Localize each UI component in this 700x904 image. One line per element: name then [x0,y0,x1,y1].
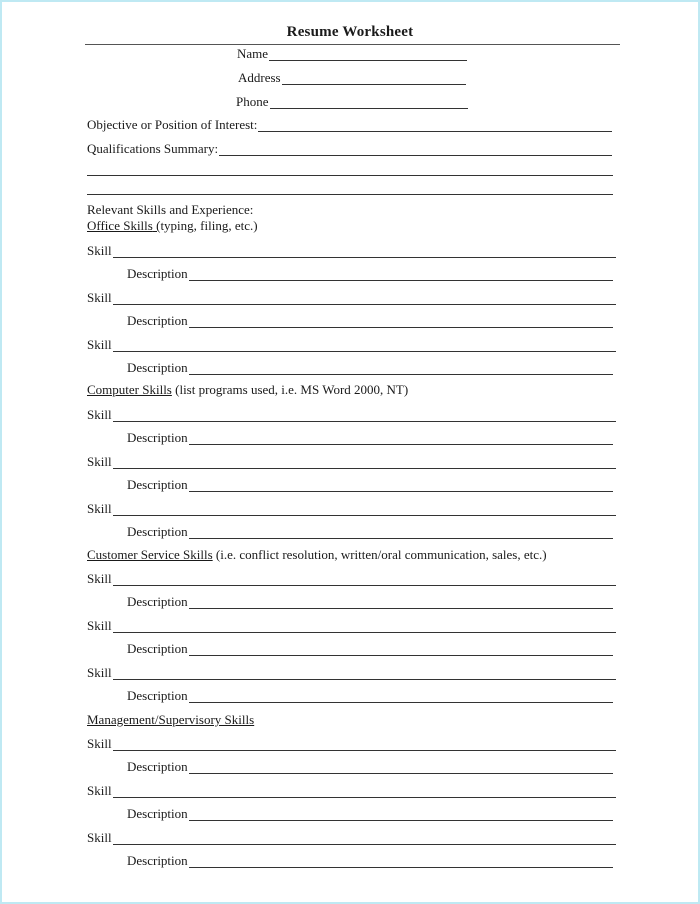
skill-field[interactable] [87,735,616,751]
description-label: Description [127,360,188,375]
objective-label: Objective or Position of Interest: [87,117,258,132]
description-line[interactable] [189,856,613,868]
skill-label: Skill [87,830,112,845]
description-line[interactable] [189,762,613,774]
phone-label: Phone [236,94,269,109]
description-label: Description [127,524,188,539]
description-label: Description [127,853,188,868]
description-label: Description [127,759,188,774]
address-line[interactable] [282,73,466,85]
skill-line[interactable] [113,574,616,586]
description-line[interactable] [189,527,613,539]
section-management-skills [87,712,254,727]
qualifications-label: Qualifications Summary: [87,141,219,156]
section-note: (list programs used, i.e. MS Word 2000, NT) [171,382,409,397]
description-label: Description [127,688,188,703]
description-line[interactable] [189,363,613,375]
skill-line[interactable] [113,293,616,305]
description-label: Description [127,477,188,492]
description-line[interactable] [189,480,613,492]
section-title: Management/Supervisory Skills [87,712,255,727]
description-label: Description [127,594,188,609]
section-computer-skills [87,382,408,397]
section-title: Customer Service Skills [87,547,213,562]
skill-field[interactable] [87,289,616,305]
skill-label: Skill [87,290,112,305]
skill-line[interactable] [113,340,616,352]
skill-field[interactable] [87,500,616,516]
skill-field[interactable] [87,453,616,469]
skill-field[interactable] [87,664,616,680]
relevant-skills-heading: Relevant Skills and Experience: [87,202,254,217]
description-field[interactable] [127,593,613,609]
phone-field[interactable] [236,93,468,109]
skill-field[interactable] [87,570,616,586]
skill-field[interactable] [87,406,616,422]
skill-field[interactable] [87,829,616,845]
description-line[interactable] [189,691,613,703]
qualifications-extra-line-2[interactable] [87,194,613,195]
section-paren: ( [152,218,161,233]
skill-label: Skill [87,407,112,422]
description-field[interactable] [127,852,613,868]
section-note: typing, filing, etc.) [160,218,258,233]
description-field[interactable] [127,523,613,539]
description-label: Description [127,430,188,445]
section-title: Office Skills [87,218,153,233]
section-customer-service-skills [87,547,547,562]
address-field[interactable] [238,69,466,85]
objective-field[interactable] [87,116,612,132]
skill-field[interactable] [87,617,616,633]
skill-line[interactable] [113,786,616,798]
skill-label: Skill [87,571,112,586]
section-title: Computer Skills [87,382,172,397]
description-field[interactable] [127,476,613,492]
description-field[interactable] [127,429,613,445]
skill-label: Skill [87,736,112,751]
description-line[interactable] [189,809,613,821]
description-field[interactable] [127,312,613,328]
skill-label: Skill [87,618,112,633]
description-label: Description [127,806,188,821]
skill-label: Skill [87,337,112,352]
skill-line[interactable] [113,504,616,516]
description-line[interactable] [189,269,613,281]
skill-line[interactable] [113,739,616,751]
page-title: Resume Worksheet [286,24,414,40]
skill-line[interactable] [113,621,616,633]
skill-field[interactable] [87,242,616,258]
qualifications-extra-line-1[interactable] [87,175,613,176]
description-field[interactable] [127,640,613,656]
name-field[interactable] [237,45,467,61]
description-label: Description [127,313,188,328]
description-field[interactable] [127,758,613,774]
skill-label: Skill [87,665,112,680]
name-line[interactable] [269,49,467,61]
description-field[interactable] [127,805,613,821]
skill-line[interactable] [113,833,616,845]
section-note: (i.e. conflict resolution, written/oral communication, sales, etc.) [212,547,547,562]
skill-line[interactable] [113,410,616,422]
skill-label: Skill [87,454,112,469]
description-label: Description [127,641,188,656]
skill-line[interactable] [113,457,616,469]
skill-field[interactable] [87,336,616,352]
description-line[interactable] [189,644,613,656]
skill-field[interactable] [87,782,616,798]
skill-line[interactable] [113,246,616,258]
description-line[interactable] [189,316,613,328]
qualifications-line[interactable] [219,144,612,156]
description-line[interactable] [189,597,613,609]
skill-label: Skill [87,783,112,798]
description-field[interactable] [127,359,613,375]
description-line[interactable] [189,433,613,445]
skill-line[interactable] [113,668,616,680]
description-field[interactable] [127,687,613,703]
qualifications-field[interactable] [87,140,612,156]
section-office-skills [87,218,258,233]
objective-line[interactable] [258,120,612,132]
skill-label: Skill [87,501,112,516]
name-label: Name [237,46,269,61]
description-field[interactable] [127,265,613,281]
description-label: Description [127,266,188,281]
skill-label: Skill [87,243,112,258]
address-label: Address [238,70,281,85]
phone-line[interactable] [270,97,469,109]
